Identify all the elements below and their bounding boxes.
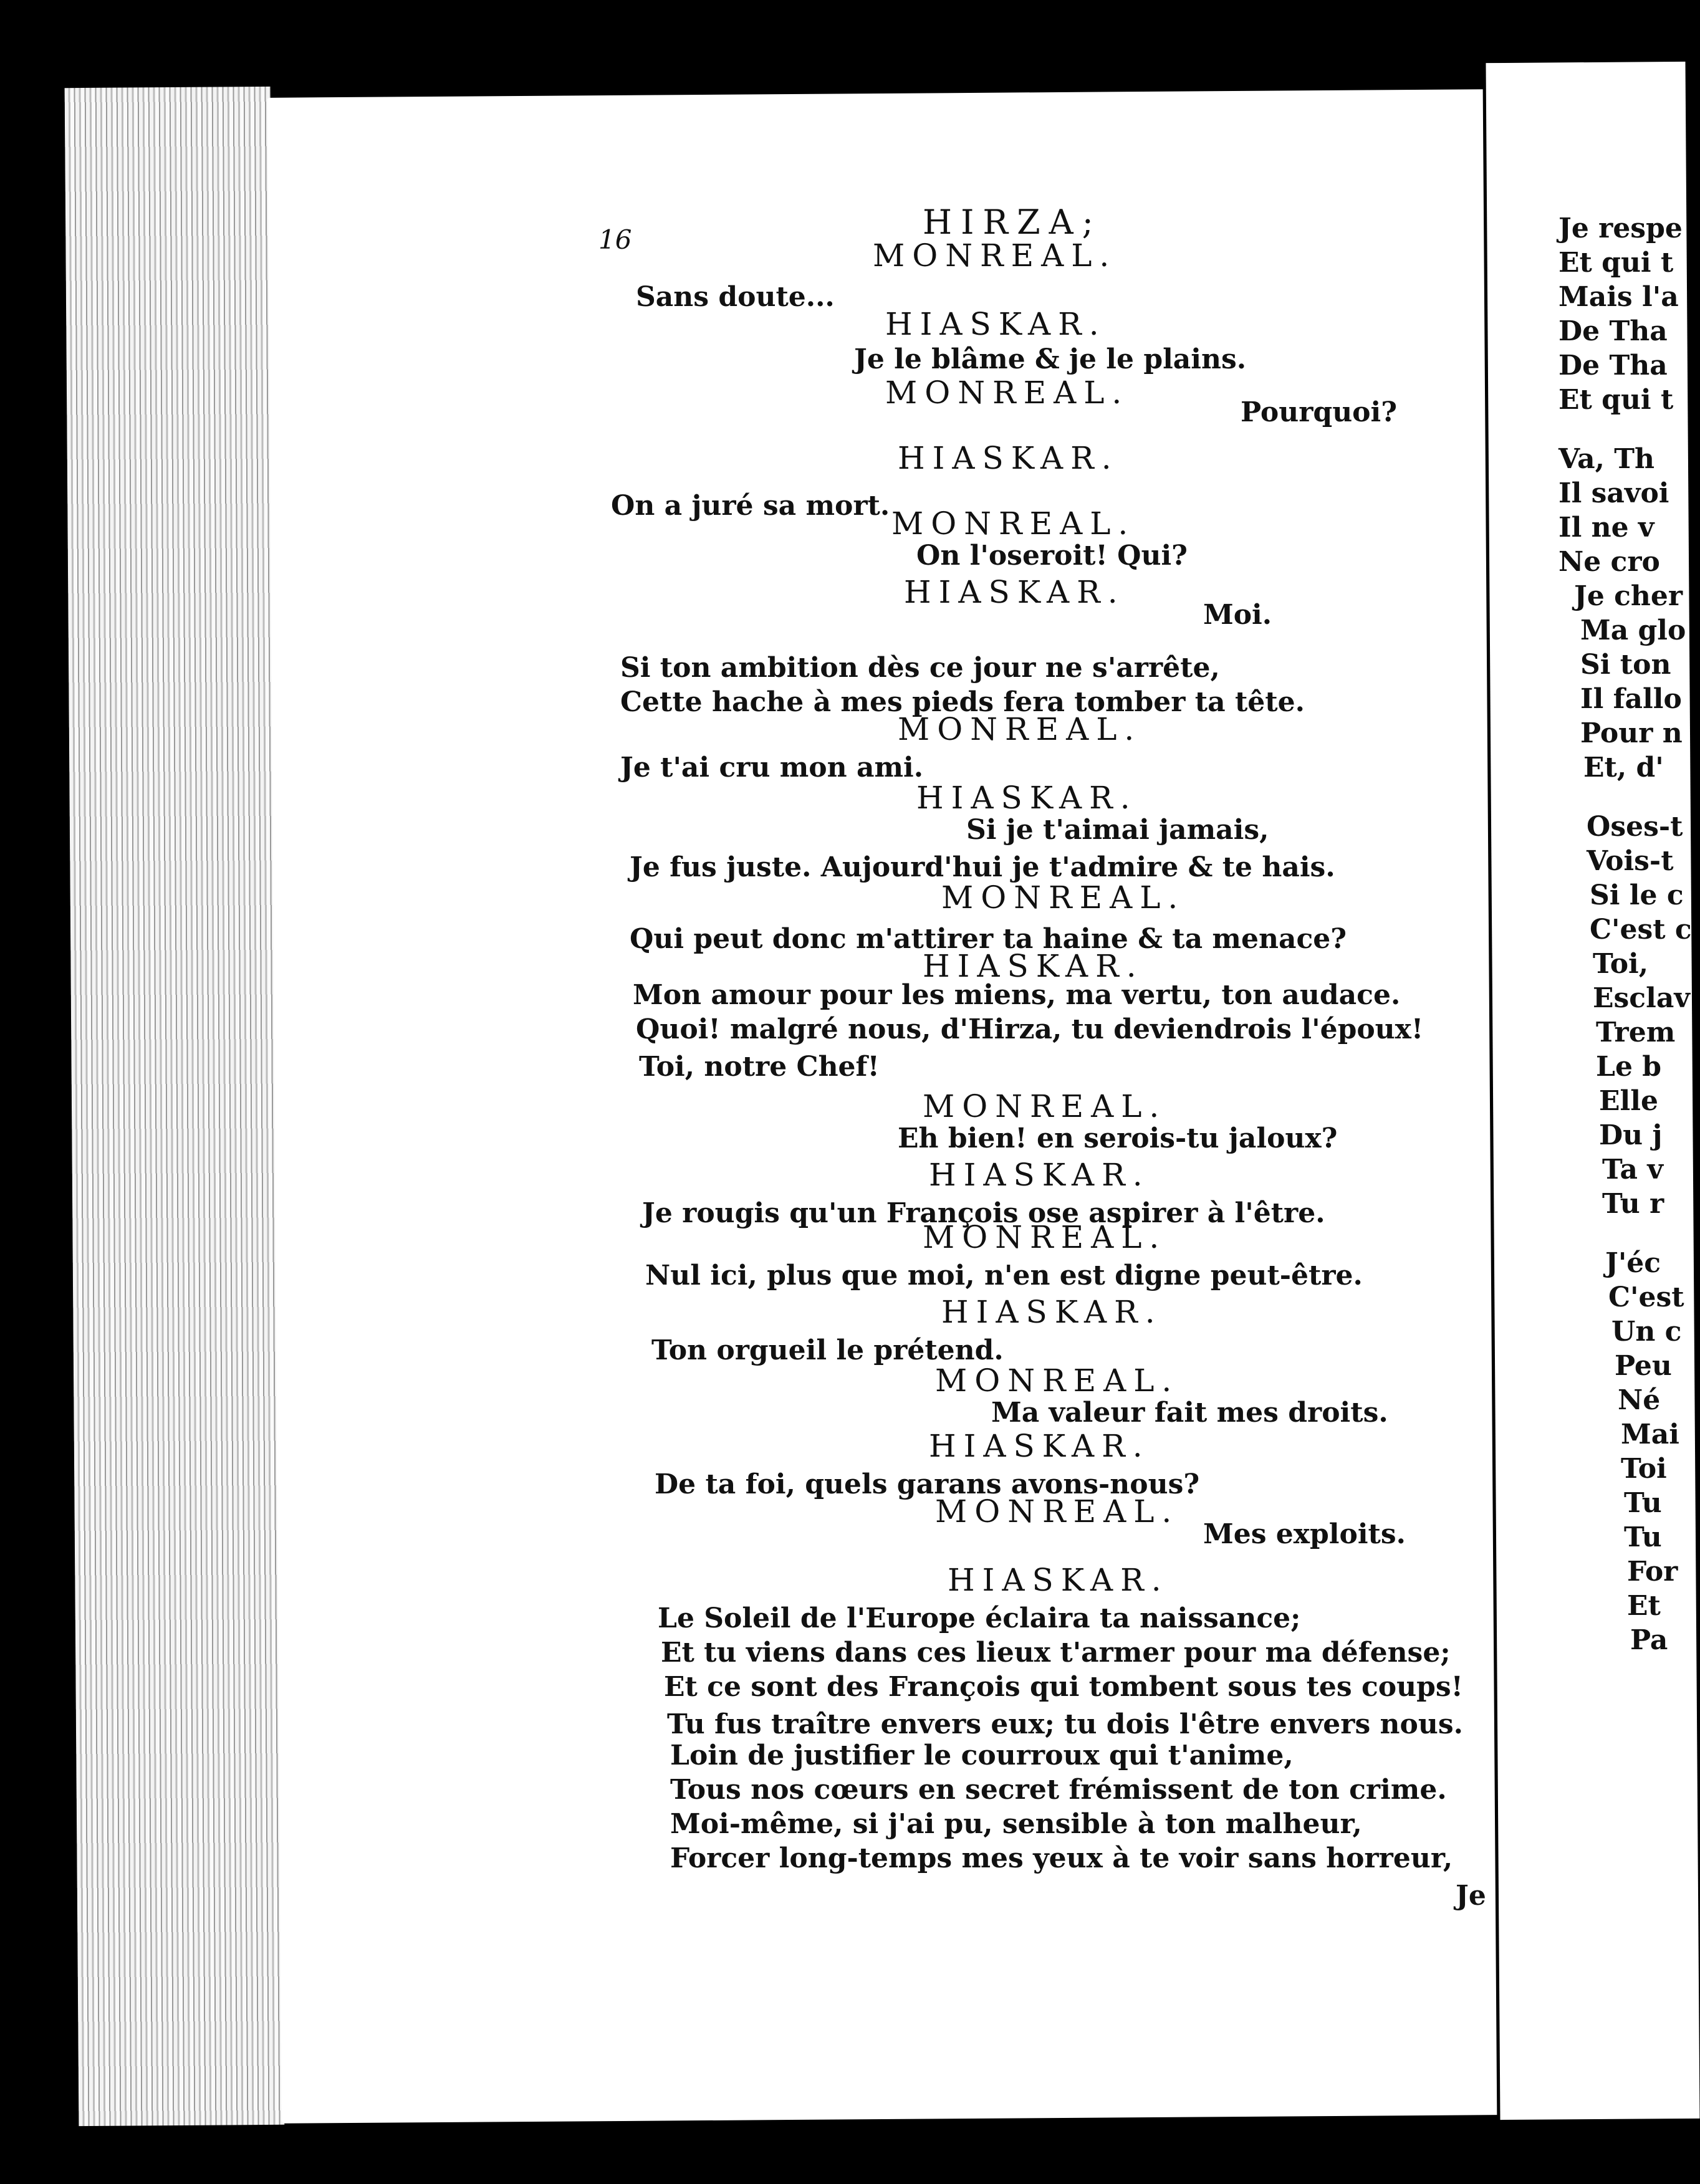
right-page-line-fragment: Pour n [1580, 717, 1683, 749]
right-page-line-fragment: Toi, [1593, 948, 1649, 980]
right-page-line-fragment: For [1627, 1556, 1678, 1588]
verse-line: Et tu viens dans ces lieux t'armer pour ma défense; [661, 1637, 1451, 1669]
speaker-name: HIASKAR. [916, 780, 1138, 816]
right-page-line-fragment: J'éc [1605, 1247, 1661, 1279]
verse-line: Je rougis qu'un François ose aspirer à l'être. [642, 1197, 1325, 1229]
speaker-name: MONREAL. [923, 1219, 1167, 1255]
right-page-line-fragment: Tu [1624, 1487, 1662, 1519]
right-page-line-fragment: Je cher [1574, 580, 1683, 612]
right-page-line-fragment: De Tha [1558, 350, 1668, 381]
page-edges-stack [65, 87, 285, 2126]
speaker-name: HIASKAR. [898, 440, 1119, 476]
verse-line: Mon amour pour les miens, ma vertu, ton audace. [633, 979, 1401, 1011]
catchword: Je [1456, 1880, 1486, 1912]
speaker-name: MONREAL. [885, 375, 1130, 411]
verse-line: Pourquoi? [1241, 396, 1398, 428]
verse-line: Forcer long-temps mes yeux à te voir sans horreur, [670, 1842, 1453, 1874]
speaker-name: HIASKAR. [923, 948, 1144, 984]
verse-line: Loin de justifier le courroux qui t'anime, [670, 1740, 1294, 1771]
right-page-line-fragment: Il fallo [1580, 683, 1682, 715]
verse-line: Toi, notre Chef! [639, 1051, 880, 1083]
speaker-name: MONREAL. [898, 711, 1142, 747]
verse-line: Je t'ai cru mon ami. [620, 752, 924, 783]
right-page-line-fragment: Ma glo [1580, 615, 1686, 646]
right-page-line-fragment: Oses-t [1587, 811, 1683, 843]
right-page-line-fragment: Mai [1621, 1419, 1679, 1450]
speaker-name: HIASKAR. [941, 1294, 1163, 1330]
verse-line: Ma valeur fait mes droits. [991, 1397, 1388, 1429]
right-page-line-fragment: Ta v [1602, 1154, 1663, 1185]
right-page-line-fragment: Un c [1611, 1316, 1682, 1348]
speaker-name: MONREAL. [873, 237, 1117, 274]
right-page-line-fragment: Elle [1599, 1085, 1658, 1117]
verse-line: Nul ici, plus que moi, n'en est digne peut-être. [645, 1260, 1363, 1291]
right-page-line-fragment: Tu [1624, 1521, 1662, 1553]
speaker-name: HIASKAR. [904, 574, 1125, 610]
right-page-line-fragment: Je respe [1558, 213, 1683, 244]
right-page-line-fragment: Mais l'a [1558, 281, 1679, 313]
speaker-name: MONREAL. [941, 879, 1186, 916]
verse-line: Je fus juste. Aujourd'hui je t'admire & te hais. [630, 851, 1335, 883]
verse-line: Moi. [1203, 599, 1272, 631]
running-head: HIRZA; [923, 203, 1102, 242]
speaker-name: MONREAL. [935, 1493, 1179, 1530]
verse-line: Mes exploits. [1203, 1518, 1406, 1550]
verse-line: De ta foi, quels garans avons-nous? [655, 1468, 1200, 1500]
speaker-name: HIASKAR. [948, 1562, 1169, 1598]
verse-line: Si je t'aimai jamais, [966, 814, 1269, 846]
right-page-line-fragment: Et, d' [1583, 752, 1664, 783]
verse-line: Si ton ambition dès ce jour ne s'arrête, [620, 652, 1220, 684]
speaker-name: HIASKAR. [929, 1157, 1150, 1193]
right-page-line-fragment: Du j [1599, 1119, 1663, 1151]
speaker-name: MONREAL. [923, 1088, 1167, 1124]
verse-line: Ton orgueil le prétend. [651, 1334, 1004, 1366]
right-page-line-fragment: Et [1627, 1590, 1661, 1622]
right-page-line-fragment: Le b [1596, 1051, 1662, 1083]
right-page-line-fragment: Peu [1615, 1350, 1672, 1382]
right-page-line-fragment: Et qui t [1558, 247, 1674, 279]
verse-line: Quoi! malgré nous, d'Hirza, tu deviendrois l'époux! [636, 1013, 1424, 1045]
verse-line: Et ce sont des François qui tombent sous tes coups! [664, 1671, 1463, 1703]
verse-line: Je le blâme & je le plains. [854, 343, 1247, 375]
verse-line: Tu fus traître envers eux; tu dois l'être envers nous. [667, 1708, 1463, 1740]
right-page-line-fragment: Toi [1621, 1453, 1667, 1485]
right-page-line-fragment: Va, Th [1558, 443, 1654, 475]
right-page-line-fragment: Si le c [1590, 879, 1684, 911]
verse-line: Sans doute... [636, 281, 835, 313]
verse-line: Qui peut donc m'attirer ta haine & ta menace? [630, 923, 1347, 955]
verse-line: Moi-même, si j'ai pu, sensible à ton malheur, [670, 1808, 1362, 1840]
verse-line: Eh bien! en serois-tu jaloux? [898, 1123, 1338, 1154]
right-page-line-fragment: Esclav [1593, 982, 1690, 1014]
right-page-line-fragment: Vois-t [1587, 845, 1674, 877]
right-page-line-fragment: Tu r [1602, 1188, 1664, 1220]
right-page-line-fragment: Pa [1630, 1624, 1668, 1656]
right-page-line-fragment: Né [1618, 1384, 1661, 1416]
right-page-line-fragment: Si ton [1580, 649, 1671, 681]
page-number: 16 [598, 224, 632, 255]
verse-line: On l'oseroit! Qui? [916, 540, 1188, 572]
speaker-name: MONREAL. [891, 505, 1136, 542]
speaker-name: MONREAL. [935, 1363, 1179, 1399]
right-page-line-fragment: Et qui t [1558, 384, 1674, 416]
right-page-line-fragment: Ne cro [1558, 546, 1660, 578]
verse-line: Cette hache à mes pieds fera tomber ta tête. [620, 686, 1305, 718]
right-page-line-fragment: C'est [1608, 1281, 1684, 1313]
verse-line: Tous nos cœurs en secret frémissent de ton crime. [670, 1774, 1447, 1806]
speaker-name: HIASKAR. [929, 1428, 1150, 1464]
speaker-name: HIASKAR. [885, 306, 1107, 342]
right-page-line-fragment: C'est c [1590, 914, 1692, 946]
right-page-line-fragment: Il ne v [1558, 512, 1654, 544]
verse-line: Le Soleil de l'Europe éclaira ta naissance; [658, 1602, 1301, 1634]
right-page-line-fragment: De Tha [1558, 315, 1668, 347]
right-page-line-fragment: Il savoi [1558, 477, 1669, 509]
verse-line: On a juré sa mort. [611, 490, 890, 522]
right-page-line-fragment: Trem [1596, 1017, 1676, 1048]
